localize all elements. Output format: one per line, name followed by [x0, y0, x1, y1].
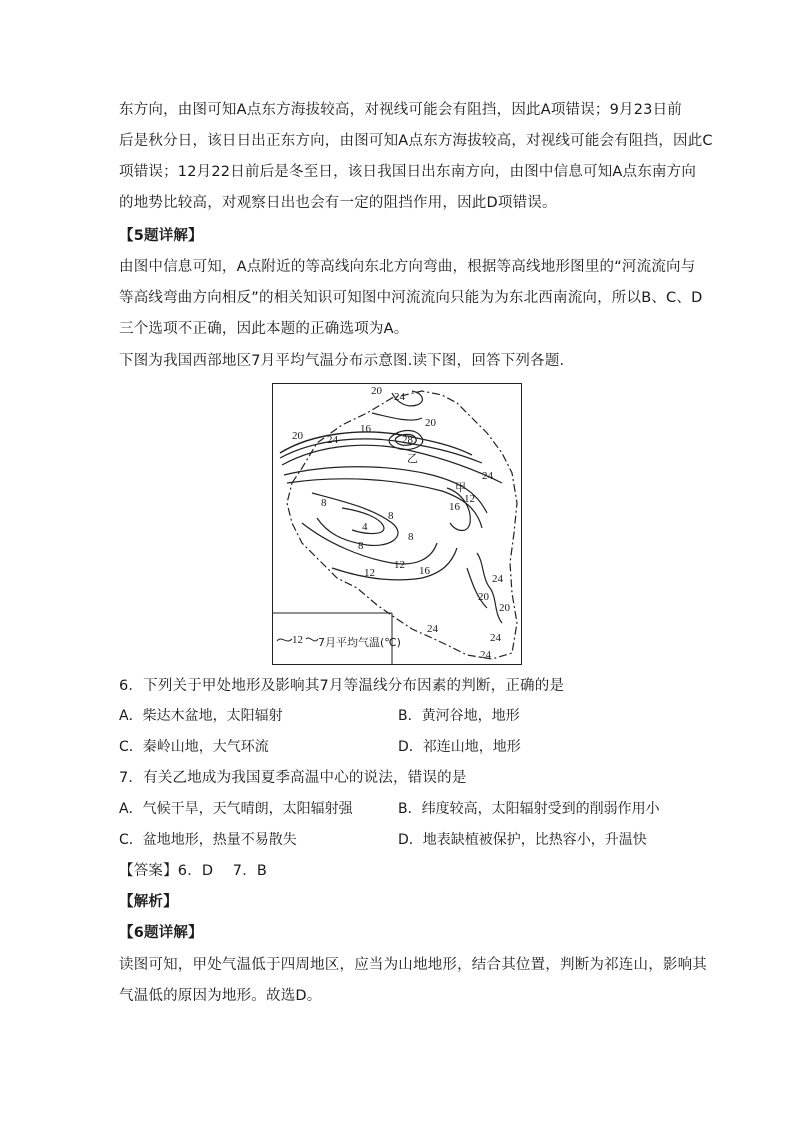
- isotherm-label: 16: [419, 565, 430, 577]
- q6-option-d: D．祁连山地，地形: [398, 739, 521, 755]
- paragraph-line: 气温低的原因为地形。故选D。: [119, 988, 322, 1004]
- question-6-stem: 6．下列关于甲处地形及影响其7月等温线分布因素的判断，正确的是: [119, 678, 565, 694]
- isotherm-label: 16: [449, 501, 460, 513]
- analysis-header: 【解析】: [119, 894, 178, 910]
- paragraph-line: 等高线弯曲方向相反”的相关知识可知图中河流流向只能为为东北西南流向，所以B、C、D: [119, 290, 703, 306]
- q7-option-c: C．盆地地形，热量不易散失: [119, 832, 297, 848]
- isotherm-label: 24: [394, 391, 405, 403]
- isotherm-label: 20: [499, 602, 510, 614]
- isotherm-label: 12: [464, 493, 475, 505]
- isotherm-label: 12: [364, 567, 375, 579]
- isotherm-label: 8: [358, 540, 364, 552]
- answer-line: 【答案】6．D 7．B: [119, 863, 268, 879]
- figure-intro: 下图为我国西部地区7月平均气温分布示意图.读下图，回答下列各题.: [119, 353, 565, 369]
- paragraph-line: 东方向，由图可知A点东方海拔较高，对视线可能会有阻挡，因此A项错误；9月23日前: [119, 102, 683, 118]
- paragraph-line: 项错误；12月22日前后是冬至日，该日我国日出东南方向，由图中信息可知A点东南方向: [119, 164, 697, 180]
- isotherm-label: 8: [321, 497, 327, 509]
- isotherm-label: 24: [327, 434, 338, 446]
- paragraph-line: 后是秋分日，该日日出正东方向，由图可知A点东方海拔较高，对视线可能会有阻挡，因此C: [119, 133, 713, 149]
- isotherm-label: 24: [490, 632, 501, 644]
- paragraph-line: 的地势比较高，对观察日出也会有一定的阻挡作用，因此D项错误。: [119, 195, 557, 211]
- temperature-map-figure: [272, 383, 522, 665]
- isotherm-label: 20: [478, 591, 489, 603]
- isotherm-label: 24: [492, 573, 503, 585]
- paragraph-line: 读图可知，甲处气温低于四周地区，应当为山地地形，结合其位置，判断为祁连山，影响其: [119, 957, 707, 973]
- section-header: 【5题详解】: [119, 228, 203, 244]
- q7-option-d: D．地表缺植被保护，比热容小，升温快: [398, 832, 647, 848]
- place-label-jia: 甲: [455, 481, 466, 494]
- isotherm-label: 20: [425, 417, 436, 429]
- isotherm-label: 16: [360, 423, 371, 435]
- q7-option-b: B．纬度较高，太阳辐射受到的削弱作用小: [398, 801, 660, 817]
- legend-value: 12: [292, 634, 303, 646]
- q6-option-a: A．柴达木盆地，太阳辐射: [119, 708, 283, 724]
- question-7-stem: 7．有关乙地成为我国夏季高温中心的说法，错误的是: [119, 770, 467, 786]
- isotherm-label: 24: [480, 649, 491, 661]
- legend-text: 7月平均气温(℃): [318, 636, 401, 649]
- isotherm-label: 8: [388, 510, 394, 522]
- isotherm-label: 20: [371, 385, 382, 397]
- paragraph-line: 由图中信息可知，A点附近的等高线向东北方向弯曲，根据等高线地形图里的“河流流向与: [119, 259, 696, 275]
- q6-option-c: C．秦岭山地，大气环流: [119, 739, 269, 755]
- isotherm-label: 24: [482, 470, 493, 482]
- section-header: 【6题详解】: [119, 925, 203, 941]
- isotherm-label: 28: [402, 434, 413, 446]
- isotherm-label: 20: [292, 430, 303, 442]
- q7-option-a: A．气候干旱，天气晴朗，太阳辐射强: [119, 801, 353, 817]
- place-label-yi: 乙: [407, 452, 418, 465]
- isotherm-label: 24: [427, 623, 438, 635]
- paragraph-line: 三个选项不正确，因此本题的正确选项为A。: [119, 321, 409, 337]
- isotherm-label: 12: [394, 559, 405, 571]
- isotherm-label: 4: [362, 521, 368, 533]
- q6-option-b: B．黄河谷地，地形: [398, 708, 520, 724]
- isotherm-label: 8: [408, 531, 414, 543]
